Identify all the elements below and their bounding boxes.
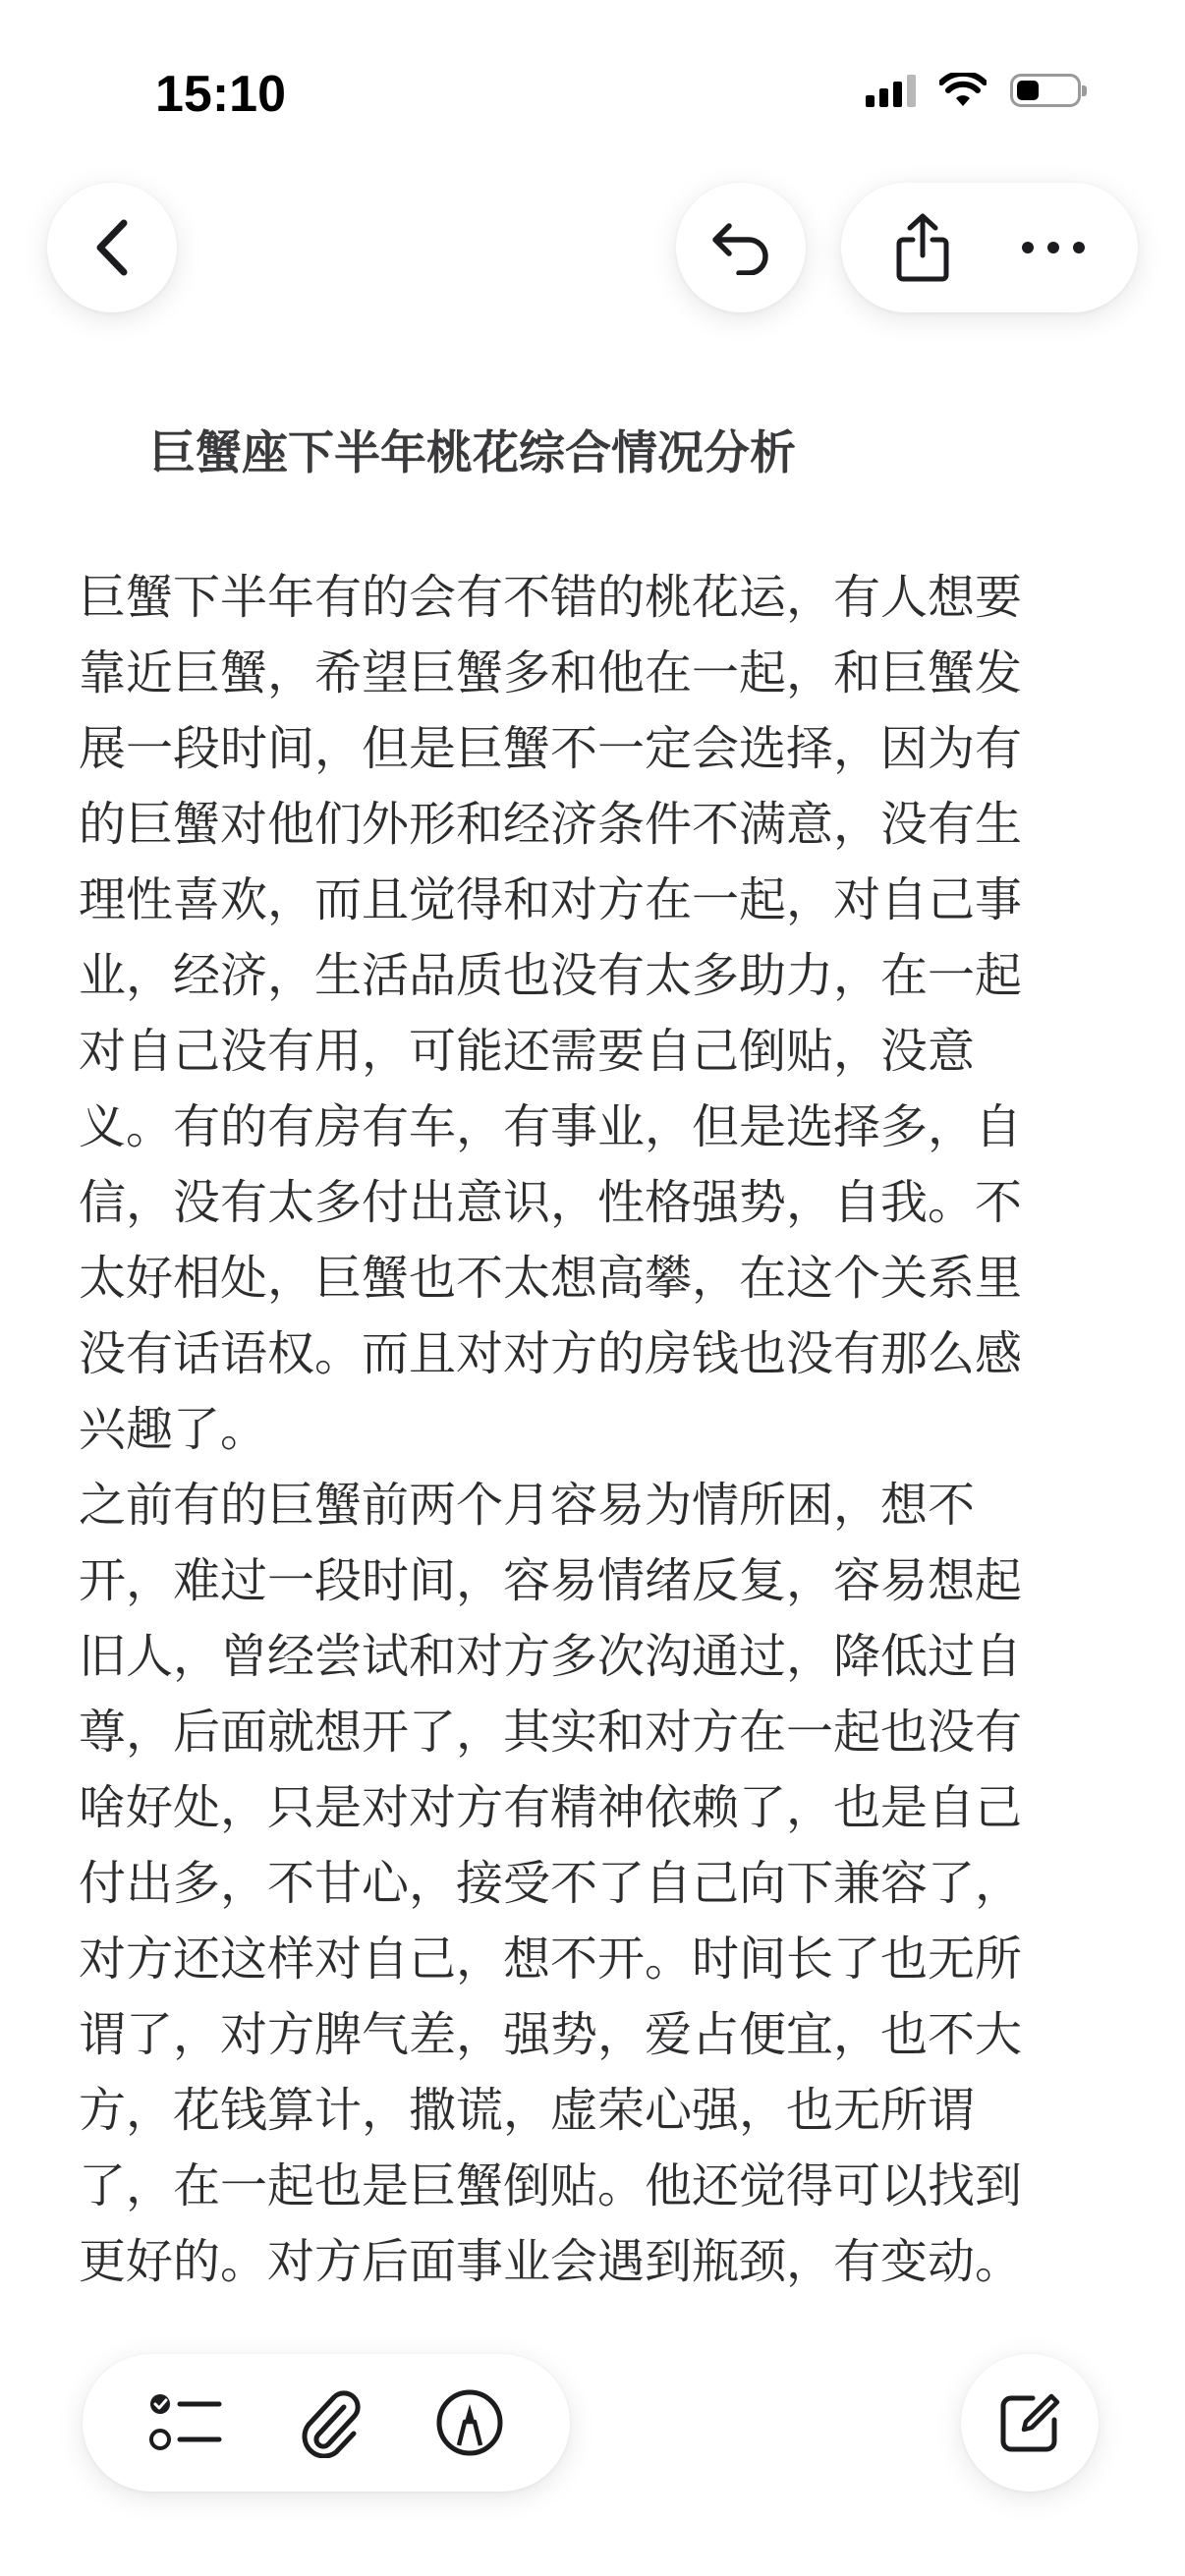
- status-icons: [866, 73, 1081, 108]
- undo-icon: [709, 220, 772, 275]
- chevron-left-icon: [90, 217, 134, 278]
- cellular-signal-icon: [866, 74, 916, 107]
- paperclip-icon[interactable]: [297, 2387, 362, 2458]
- more-icon[interactable]: [1021, 241, 1086, 254]
- compose-icon: [997, 2390, 1062, 2455]
- compose-button[interactable]: [961, 2354, 1099, 2492]
- note-paragraph[interactable]: 之前有的巨蟹前两个月容易为情所困，想不 开，难过一段时间，容易情绪反复，容易想起 旧人，曾经尝试和对方多次沟通过，降低过自 尊，后面就想开了，其实和对方在一起也没有 啥好处，只是对对方有精神依赖了，也是自己 付出多，不甘心，接受不了自己向下兼容了， 对方还这样对自己，想不开。时间长了也无所 谓了，对方脾气差，强势，爱占便宜，也不大 方，花钱算计，撒谎，虚荣心强，也无所谓 了，在一起也是巨蟹倒贴。他还觉得可以找到 更好的。对方后面事业会遇到瓶颈，有变动。: [79, 1478, 1023, 2289]
- status-bar: [0, 0, 1185, 187]
- note-title[interactable]: 巨蟹座下半年桃花综合情况分析: [149, 426, 796, 480]
- battery-icon: [1010, 74, 1081, 107]
- undo-button[interactable]: [676, 183, 806, 312]
- checklist-icon[interactable]: [148, 2390, 223, 2455]
- wifi-icon: [939, 73, 987, 108]
- note-paragraph[interactable]: 巨蟹下半年有的会有不错的桃花运，有人想要 靠近巨蟹，希望巨蟹多和他在一起，和巨蟹发 展一段时间，但是巨蟹不一定会选择，因为有 的巨蟹对他们外形和经济条件不满意，没有生 理性喜欢，而且觉得和对方在一起，对自己事 业，经济，生活品质也没有太多助力，在一起 对自己没有用，可能还需要自己倒贴，没意 义。有的有房有车，有事业，但是选择多，自 信，没有太多付出意识，性格强势，自我。不 太好相处，巨蟹也不太想高攀，在这个关系里 没有话语权。而且对对方的房钱也没有那么感 兴趣了。: [79, 570, 1023, 1457]
- markup-pen-icon[interactable]: [435, 2388, 504, 2457]
- actions-pill: [841, 183, 1138, 312]
- share-icon[interactable]: [893, 212, 952, 283]
- status-time: 15:10: [155, 66, 286, 123]
- back-button[interactable]: [47, 183, 177, 312]
- note-body[interactable]: [79, 560, 1081, 2300]
- bottom-toolbar: [83, 2354, 570, 2492]
